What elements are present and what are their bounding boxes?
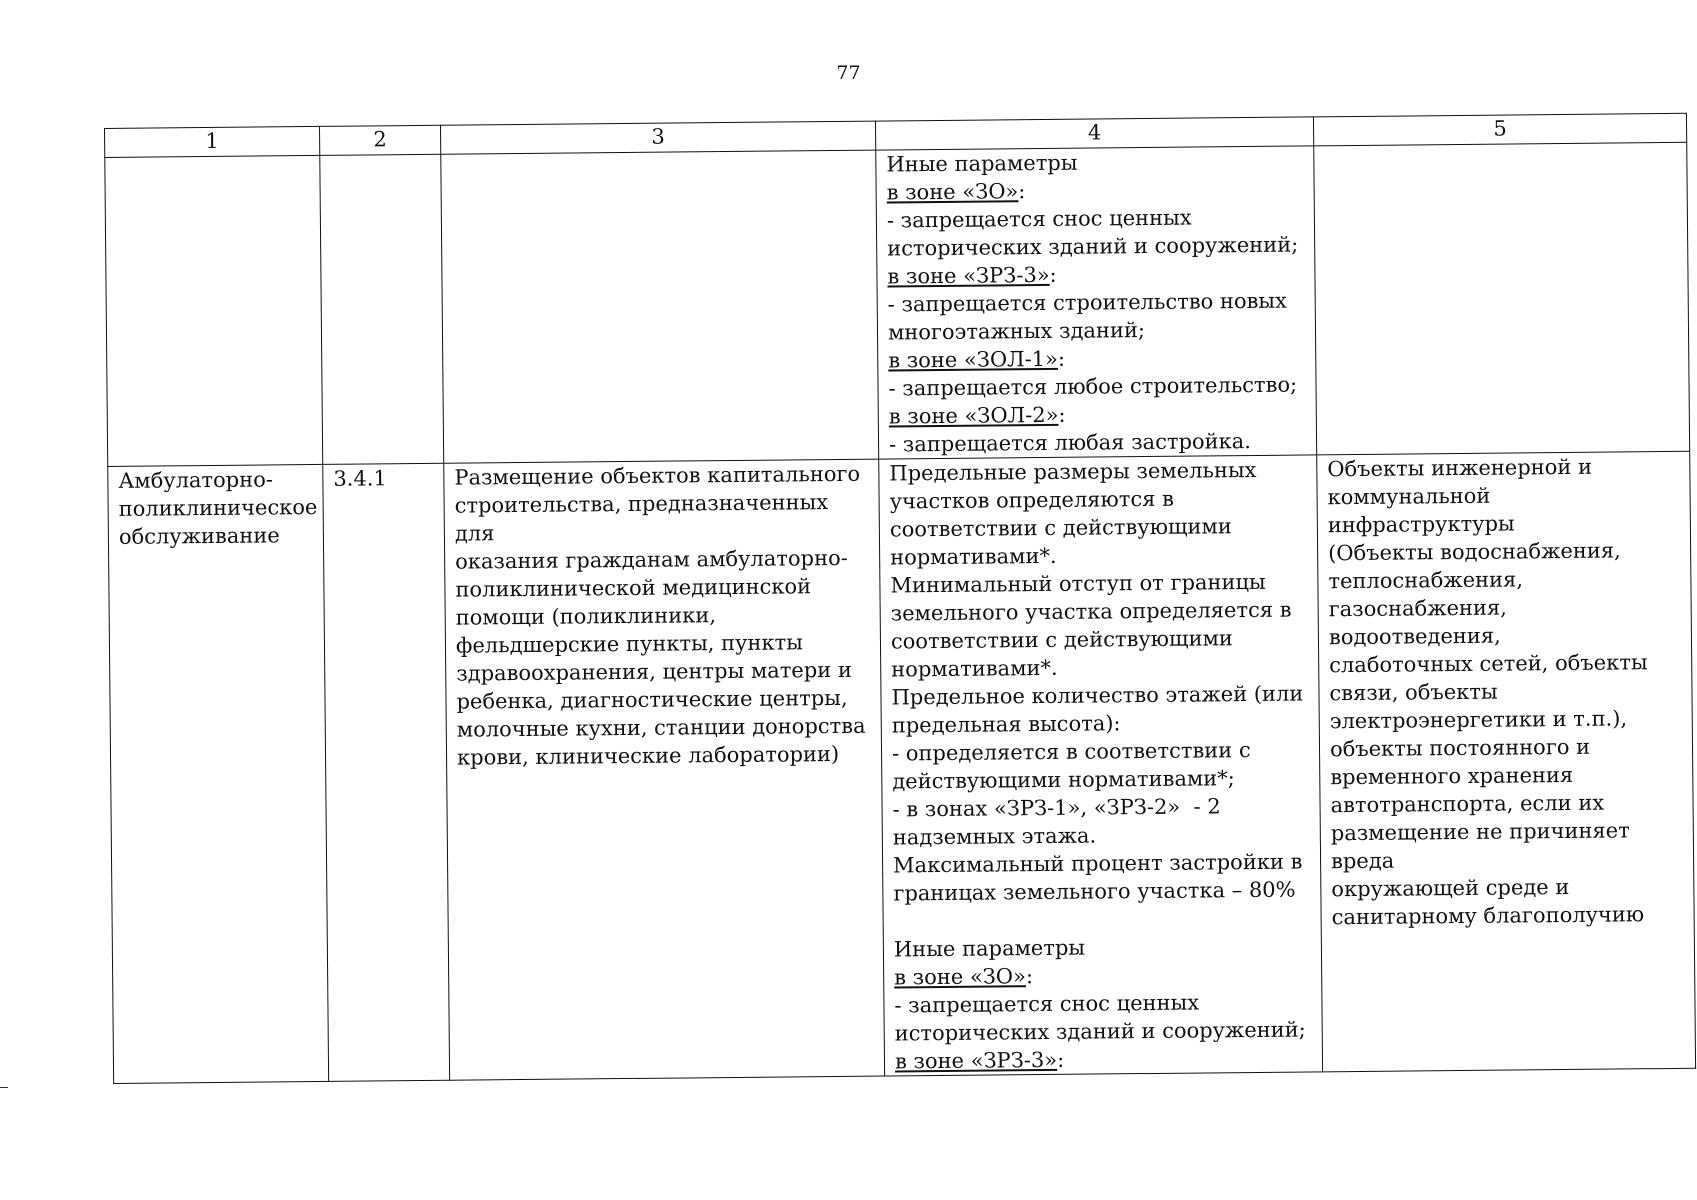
text-line: Объекты инженерной и (1327, 454, 1593, 482)
land-use-table (104, 113, 1696, 1084)
text-line: (Объекты водоснабжения, (1328, 538, 1621, 566)
text-line: санитарному благополучию (1331, 902, 1645, 930)
text-line: предельная высота): (891, 711, 1121, 738)
cell-r1-c2 (320, 154, 444, 464)
text-line: - запрещается снос ценных (886, 205, 1192, 233)
text-line: Иные параметры (886, 150, 1078, 177)
zone-heading: в зоне «ЗРЗ-3»: (894, 1047, 1065, 1074)
page-number: 77 (836, 62, 861, 84)
text-line: участков определяются в (889, 486, 1175, 514)
text-line: строительства, предназначенных для (454, 490, 835, 546)
text-line: слаботочных сетей, объекты (1329, 650, 1648, 678)
zone-heading: в зоне «ЗО»: (886, 179, 1026, 205)
text-line: электроэнергетики и т.п.), (1329, 706, 1628, 734)
text-line: нормативами*. (891, 655, 1058, 682)
text-line: Иные параметры (893, 935, 1086, 962)
text-line: объекты постоянного и (1329, 734, 1591, 762)
zone-heading: в зоне «ЗОЛ-2»: (888, 402, 1066, 429)
text-line: Размещение объектов капитального (454, 461, 861, 490)
cell-r1-c3 (441, 150, 879, 463)
text-line: коммунальной инфраструктуры (1327, 483, 1515, 538)
text-line: надземных этажа. (892, 823, 1097, 850)
text-line: автотранспорта, если их (1330, 790, 1605, 818)
table-row-continuation (105, 142, 1690, 466)
text-line: - в зонах «ЗРЗ-1», «ЗРЗ-2» - 2 (892, 794, 1221, 822)
header-col-2: 2 (319, 125, 440, 155)
text-line: исторических зданий и сооружений; (887, 232, 1299, 261)
text-line: Предельные размеры земельных (889, 457, 1257, 486)
header-col-5: 5 (1313, 113, 1686, 146)
text-line: теплоснабжения, (1328, 567, 1524, 594)
text-line: исторических зданий и сооружений; (894, 1017, 1306, 1046)
text-line: действующими нормативами*; (892, 766, 1235, 794)
zone-heading: в зоне «ЗО»: (894, 964, 1034, 990)
text-line: помощи (поликлиники, (455, 603, 717, 630)
text-line: молочные кухни, станции донорства (456, 713, 866, 742)
text-line: обслуживание (118, 523, 280, 549)
text-line: соответствии с действующими (890, 626, 1233, 654)
text-line: крови, клинические лаборатории) (456, 741, 840, 770)
text-line: земельного участка определяется в (890, 597, 1292, 626)
text-line: поликлиническое (118, 494, 318, 521)
cell-r1-c1 (105, 155, 323, 466)
text-line: здравоохранения, центры матери и (456, 657, 853, 686)
text-line: газоснабжения, водоотведения, (1328, 595, 1514, 650)
cell-auxiliary-uses (1317, 451, 1696, 1072)
text-line: поликлинической медицинской (455, 574, 812, 602)
paragraph-gap (894, 903, 1311, 935)
text-line: фельдшерские пункты, пункты (455, 630, 804, 658)
cell-code: 3.4.1 (323, 463, 450, 1081)
text-line: Минимальный отступ от границы (890, 569, 1266, 598)
text-line: связи, объекты (1329, 679, 1498, 706)
cell-r1-c4 (876, 146, 1317, 459)
text-line: размещение не причиняет вреда (1330, 818, 1637, 874)
text-line: - запрещается снос ценных (894, 990, 1200, 1018)
text-line: оказания гражданам амбулаторно- (455, 545, 848, 574)
text-line: ребенка, диагностические центры, (456, 685, 848, 714)
text-line: Максимальный процент застройки в (893, 849, 1303, 878)
text-line: окружающей среде и (1331, 874, 1570, 902)
text-line: - запрещается любая застройка. (888, 429, 1252, 457)
zone-heading: в зоне «ЗРЗ-3»: (887, 262, 1057, 289)
text-line: соответствии с действующими (889, 514, 1232, 542)
text-line: границах земельного участка – 80% (893, 877, 1296, 906)
header-col-3: 3 (440, 121, 875, 154)
text-line: - запрещается строительство новых (887, 288, 1288, 317)
text-line: Амбулаторно- (118, 467, 274, 493)
text-line: - запрещается любое строительство; (888, 372, 1298, 401)
zone-heading: в зоне «ЗОЛ-1»: (888, 346, 1066, 373)
text-line: Предельное количество этажей (или (891, 681, 1304, 710)
header-col-4: 4 (875, 117, 1313, 150)
text-line: временного хранения (1330, 762, 1574, 790)
cell-description (444, 459, 885, 1080)
cell-parameters (879, 455, 1323, 1076)
table-row-ambulatory (108, 451, 1696, 1083)
cell-r1-c5 (1314, 142, 1690, 455)
text-line: многоэтажных зданий; (887, 318, 1146, 345)
text-line: нормативами*. (890, 543, 1057, 570)
text-line: - определяется в соответствии с (891, 738, 1251, 766)
cell-land-use-type (108, 464, 329, 1083)
margin-mark (0, 1087, 8, 1088)
header-col-1: 1 (105, 126, 320, 157)
